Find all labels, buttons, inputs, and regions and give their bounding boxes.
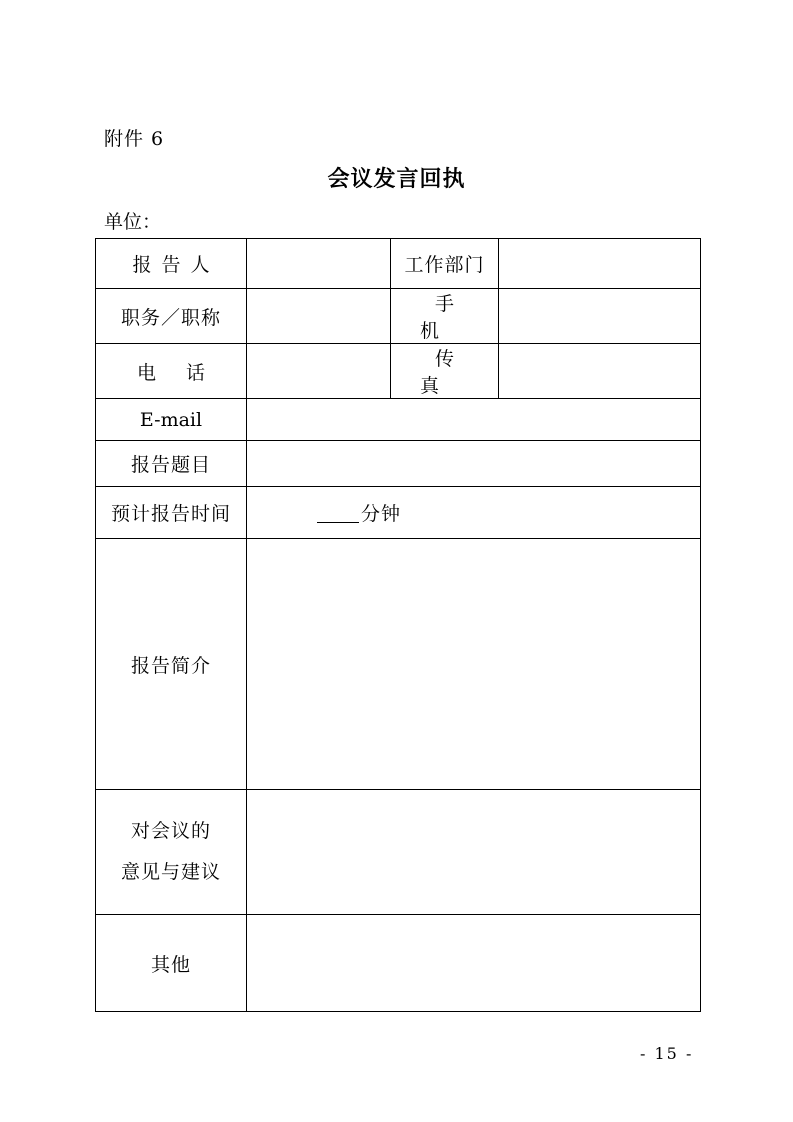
position-label: 职务／职称 xyxy=(120,306,221,329)
form-row-summary xyxy=(96,539,701,790)
duration-blank[interactable] xyxy=(317,504,359,523)
email-label-cell xyxy=(96,399,247,441)
fax-label: 传真 xyxy=(419,348,484,397)
summary-field[interactable] xyxy=(247,539,701,790)
unit-label: 单位： xyxy=(104,211,162,233)
other-label-cell xyxy=(96,915,247,1012)
suggestions-field[interactable] xyxy=(247,790,701,915)
department-field[interactable] xyxy=(499,239,701,289)
department-label-cell xyxy=(391,239,499,289)
duration-field[interactable] xyxy=(247,487,701,539)
topic-label-cell xyxy=(96,441,247,487)
form-row-suggestions xyxy=(96,790,701,915)
reporter-field[interactable] xyxy=(247,239,391,289)
fax-label-cell xyxy=(391,344,499,399)
form-row-phone xyxy=(96,344,701,399)
summary-label-cell xyxy=(96,539,247,790)
form-row-topic xyxy=(96,441,701,487)
suggestions-label-line1: 对会议的 xyxy=(130,820,211,842)
attachment-label: 附件 6 xyxy=(104,128,165,150)
page-title: 会议发言回执 xyxy=(327,167,466,192)
email-label: E-mail xyxy=(139,408,203,431)
reporter-label: 报告人 xyxy=(132,254,220,276)
topic-field[interactable] xyxy=(247,441,701,487)
duration-label-cell xyxy=(96,487,247,539)
reply-form-table xyxy=(95,238,701,1012)
mobile-label: 手机 xyxy=(419,293,484,342)
page-number: - 15 - xyxy=(640,1044,694,1063)
position-label-cell xyxy=(96,289,247,344)
phone-label: 电话 xyxy=(136,361,235,384)
position-field[interactable] xyxy=(247,289,391,344)
fax-field[interactable] xyxy=(499,344,701,399)
form-row-position xyxy=(96,289,701,344)
suggestions-label-line2: 意见与建议 xyxy=(120,861,221,883)
form-row-reporter xyxy=(96,239,701,289)
other-label: 其他 xyxy=(150,953,191,976)
duration-unit: 分钟 xyxy=(361,503,402,525)
mobile-field[interactable] xyxy=(499,289,701,344)
form-row-other xyxy=(96,915,701,1012)
topic-label: 报告题目 xyxy=(130,454,211,476)
duration-label: 预计报告时间 xyxy=(110,503,231,525)
form-row-email xyxy=(96,399,701,441)
email-field[interactable] xyxy=(247,399,701,441)
phone-field[interactable] xyxy=(247,344,391,399)
summary-label: 报告简介 xyxy=(130,654,211,677)
reporter-label-cell xyxy=(96,239,247,289)
other-field[interactable] xyxy=(247,915,701,1012)
suggestions-label-cell xyxy=(96,790,247,915)
phone-label-cell xyxy=(96,344,247,399)
form-row-duration xyxy=(96,487,701,539)
mobile-label-cell xyxy=(391,289,499,344)
department-label: 工作部门 xyxy=(404,254,485,276)
